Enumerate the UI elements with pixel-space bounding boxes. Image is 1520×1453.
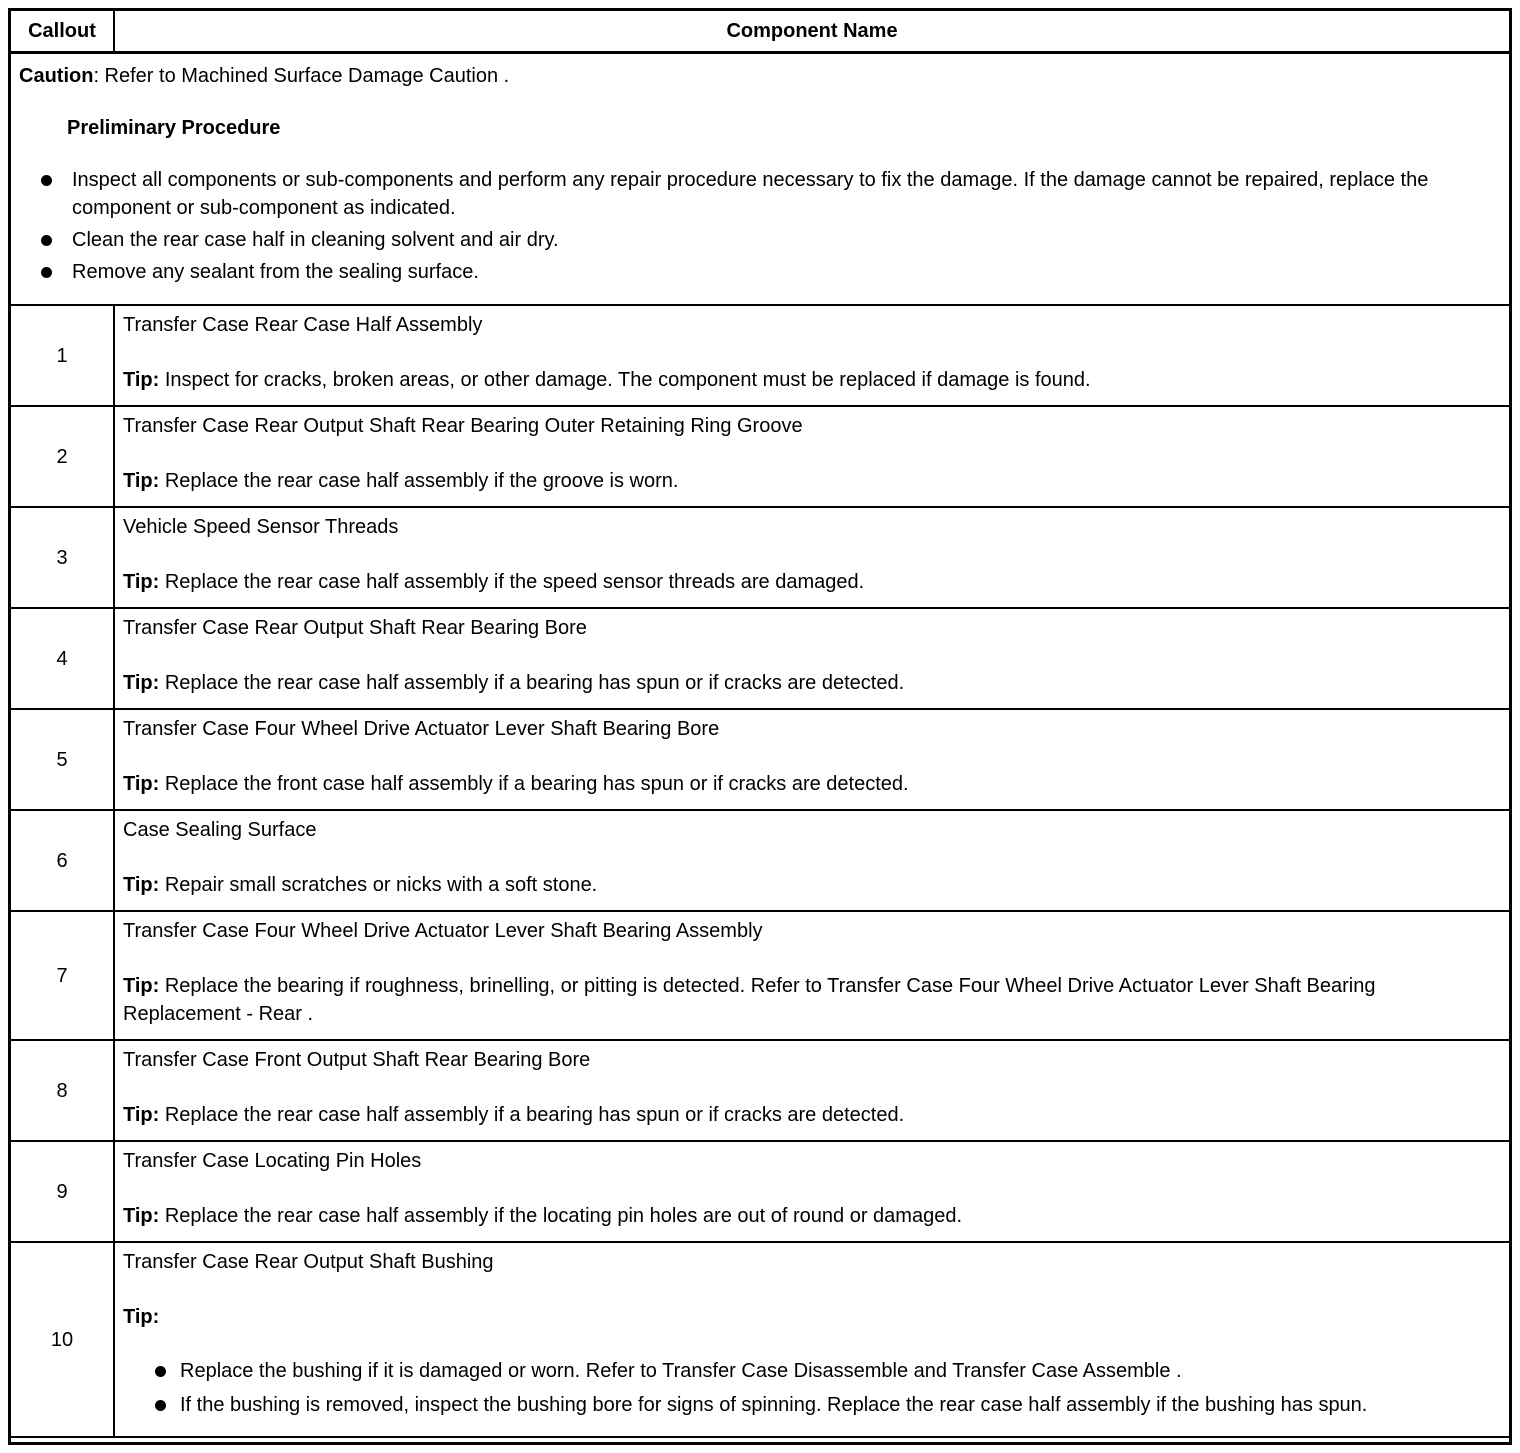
component-tip bbox=[123, 366, 1497, 394]
callout-number: 5 bbox=[11, 710, 115, 809]
component-name: Transfer Case Rear Output Shaft Bushing bbox=[123, 1251, 494, 1273]
component-tip bbox=[123, 972, 1497, 1028]
bullet-text: Remove any sealant from the sealing surface. bbox=[72, 261, 479, 283]
bullet-icon bbox=[41, 175, 52, 186]
tip-label: Tip: bbox=[123, 1104, 160, 1126]
list-item bbox=[41, 226, 1497, 254]
table-row bbox=[11, 1243, 1509, 1438]
list-item bbox=[155, 1391, 1497, 1419]
component-name: Transfer Case Four Wheel Drive Actuator Lever Shaft Bearing Assembly bbox=[123, 920, 763, 942]
tip-label: Tip: bbox=[123, 773, 160, 795]
component-tip bbox=[123, 770, 1497, 798]
component-tip bbox=[123, 1303, 1497, 1331]
tip-label: Tip: bbox=[123, 470, 160, 492]
table-row bbox=[11, 407, 1509, 508]
table-row bbox=[11, 306, 1509, 407]
table-row bbox=[11, 710, 1509, 811]
table-row bbox=[11, 1041, 1509, 1142]
component-cell bbox=[115, 1142, 1509, 1241]
tip-text: Replace the rear case half assembly if a bearing has spun or if cracks are detected. bbox=[164, 1104, 905, 1126]
header-callout: Callout bbox=[11, 11, 115, 51]
list-item bbox=[155, 1357, 1497, 1385]
callout-number: 10 bbox=[11, 1243, 115, 1436]
component-name: Transfer Case Rear Case Half Assembly bbox=[123, 314, 483, 336]
bullet-text: Clean the rear case half in cleaning solvent and air dry. bbox=[72, 229, 559, 251]
component-name: Transfer Case Four Wheel Drive Actuator Lever Shaft Bearing Bore bbox=[123, 718, 720, 740]
table-row bbox=[11, 609, 1509, 710]
tip-label: Tip: bbox=[123, 1306, 160, 1328]
tip-label: Tip: bbox=[123, 975, 160, 997]
bullet-icon bbox=[155, 1366, 166, 1377]
component-tip bbox=[123, 669, 1497, 697]
tip-label: Tip: bbox=[123, 369, 160, 391]
tip-text: Repair small scratches or nicks with a soft stone. bbox=[164, 874, 598, 896]
caution-text: : Refer to Machined Surface Damage Caution . bbox=[93, 65, 510, 87]
callout-number: 7 bbox=[11, 912, 115, 1039]
component-tip bbox=[123, 1101, 1497, 1129]
component-cell bbox=[115, 912, 1509, 1039]
header-component-name: Component Name bbox=[726, 20, 898, 42]
bullet-icon bbox=[155, 1400, 166, 1411]
tip-label: Tip: bbox=[123, 571, 160, 593]
component-name: Transfer Case Locating Pin Holes bbox=[123, 1150, 422, 1172]
caution-section bbox=[11, 54, 1509, 306]
preliminary-procedure-title: Preliminary Procedure bbox=[67, 117, 281, 139]
callout-number: 4 bbox=[11, 609, 115, 708]
tip-bullet-list bbox=[123, 1357, 1497, 1419]
table-row bbox=[11, 1142, 1509, 1243]
list-item bbox=[41, 258, 1497, 286]
tip-text: Replace the bearing if roughness, brinelling, or pitting is detected. Refer to Transfer Case Four Wheel Drive Actuator Lever Shaft Bearing Replacement - Rear . bbox=[123, 975, 1376, 1025]
tip-text: Replace the rear case half assembly if a bearing has spun or if cracks are detected. bbox=[164, 672, 905, 694]
component-name: Case Sealing Surface bbox=[123, 819, 317, 841]
table-header-row bbox=[11, 11, 1509, 54]
component-tip bbox=[123, 1202, 1497, 1230]
tip-text: Replace the rear case half assembly if the speed sensor threads are damaged. bbox=[164, 571, 865, 593]
bullet-icon bbox=[41, 235, 52, 246]
component-name: Transfer Case Front Output Shaft Rear Bearing Bore bbox=[123, 1049, 591, 1071]
component-name: Transfer Case Rear Output Shaft Rear Bearing Outer Retaining Ring Groove bbox=[123, 415, 803, 437]
tip-label: Tip: bbox=[123, 874, 160, 896]
bullet-text: Replace the bushing if it is damaged or worn. Refer to Transfer Case Disassemble and Transfer Case Assemble . bbox=[180, 1360, 1182, 1382]
component-name: Transfer Case Rear Output Shaft Rear Bearing Bore bbox=[123, 617, 587, 639]
tip-text: Replace the rear case half assembly if the locating pin holes are out of round or damaged. bbox=[164, 1205, 962, 1227]
component-cell bbox=[115, 508, 1509, 607]
tip-text: Replace the front case half assembly if a bearing has spun or if cracks are detected. bbox=[164, 773, 909, 795]
callout-number: 1 bbox=[11, 306, 115, 405]
callout-number: 9 bbox=[11, 1142, 115, 1241]
list-item bbox=[41, 166, 1497, 222]
component-cell bbox=[115, 710, 1509, 809]
component-tip bbox=[123, 568, 1497, 596]
table-row bbox=[11, 508, 1509, 609]
callout-number: 8 bbox=[11, 1041, 115, 1140]
table-row bbox=[11, 811, 1509, 912]
callout-number: 3 bbox=[11, 508, 115, 607]
tip-text: Inspect for cracks, broken areas, or other damage. The component must be replaced if damage is found. bbox=[164, 369, 1091, 391]
component-table bbox=[8, 8, 1512, 1445]
bullet-text: If the bushing is removed, inspect the bushing bore for signs of spinning. Replace the rear case half assembly if the bushing has spun. bbox=[180, 1394, 1368, 1416]
bullet-text: Inspect all components or sub-components and perform any repair procedure necessary to fix the damage. If the damage cannot be repaired, replace the component or sub-component as indicated. bbox=[72, 169, 1429, 219]
caution-label: Caution bbox=[19, 65, 94, 87]
tip-label: Tip: bbox=[123, 672, 160, 694]
bullet-icon bbox=[41, 267, 52, 278]
component-cell bbox=[115, 306, 1509, 405]
tip-label: Tip: bbox=[123, 1205, 160, 1227]
table-row bbox=[11, 912, 1509, 1041]
component-name: Vehicle Speed Sensor Threads bbox=[123, 516, 399, 538]
tip-text: Replace the rear case half assembly if the groove is worn. bbox=[164, 470, 679, 492]
component-cell bbox=[115, 1243, 1509, 1436]
callout-number: 2 bbox=[11, 407, 115, 506]
component-cell bbox=[115, 1041, 1509, 1140]
component-cell bbox=[115, 407, 1509, 506]
component-cell bbox=[115, 811, 1509, 910]
caution-line bbox=[19, 62, 1497, 90]
component-tip bbox=[123, 467, 1497, 495]
component-cell bbox=[115, 609, 1509, 708]
component-tip bbox=[123, 871, 1497, 899]
callout-number: 6 bbox=[11, 811, 115, 910]
